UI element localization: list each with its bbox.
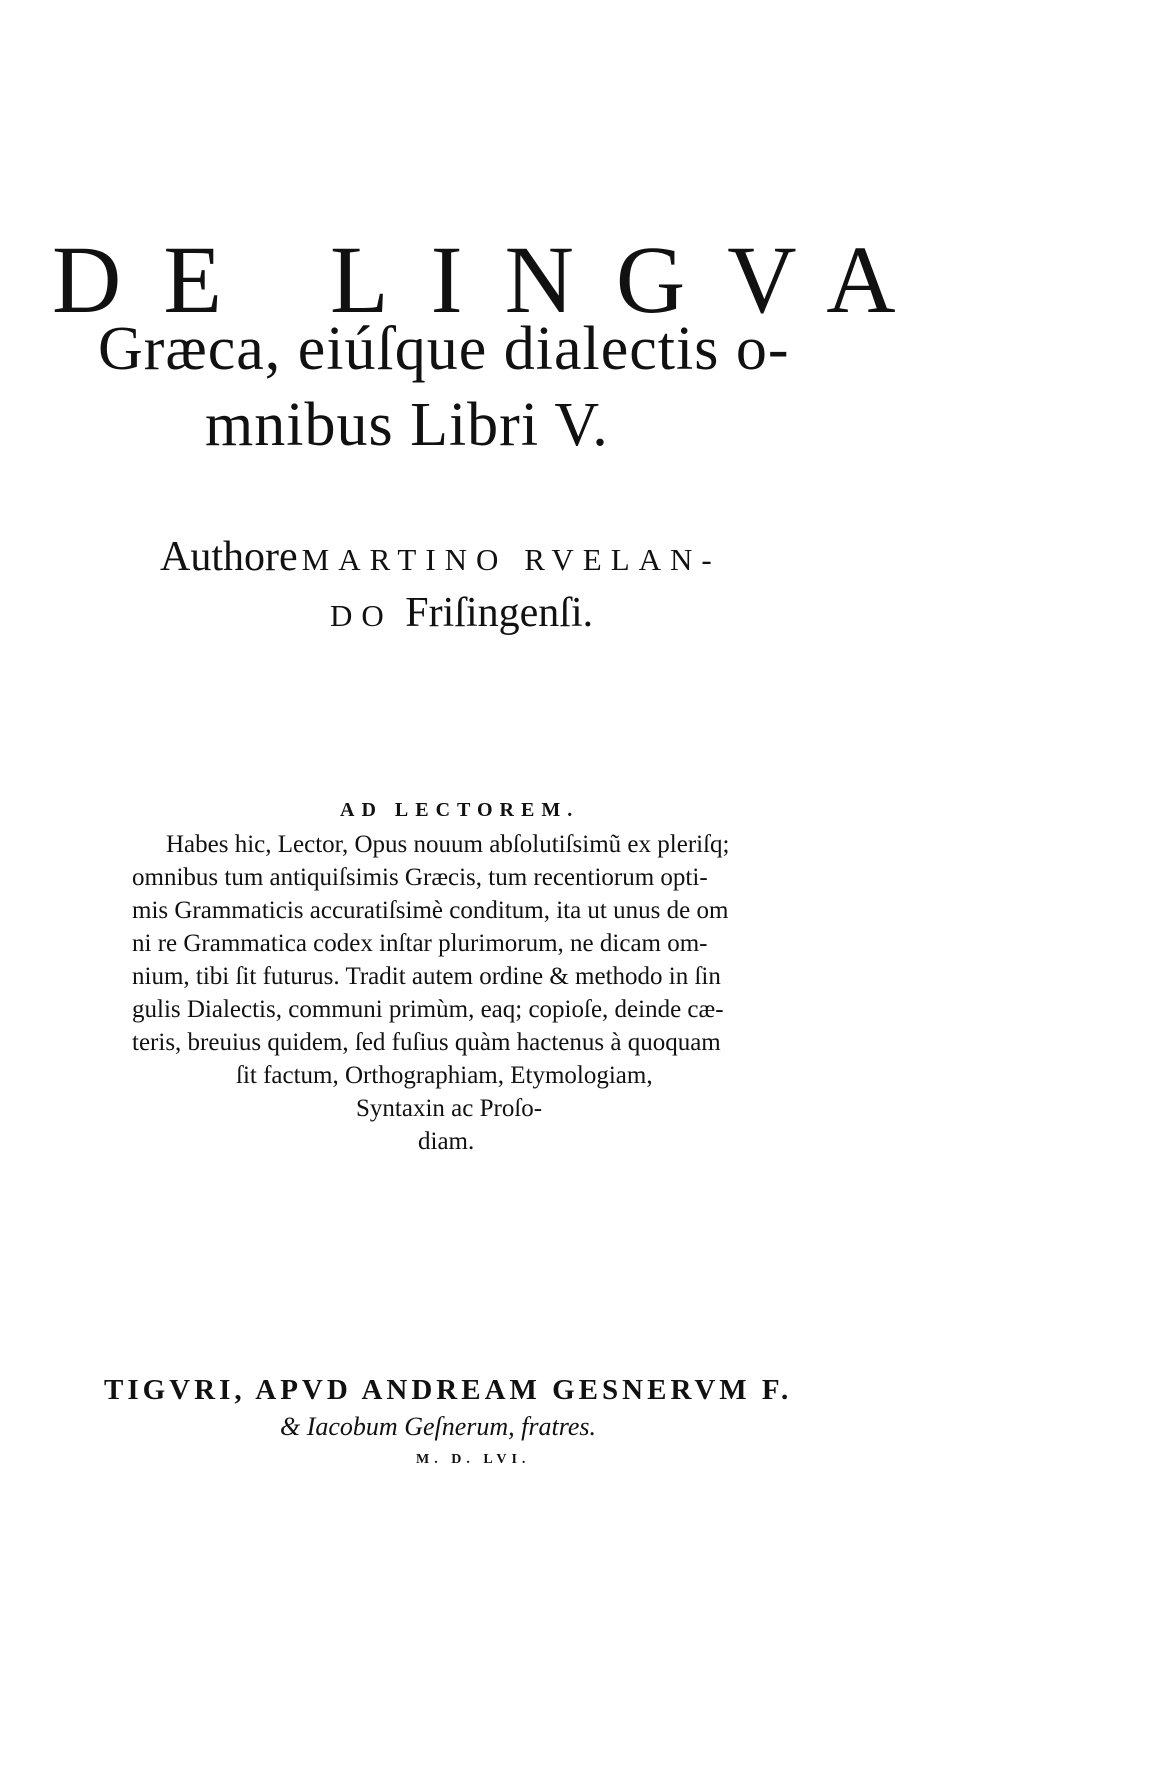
author-suffix: Friſingenſi. [405, 590, 594, 636]
title-line-1: DE LINGVA [52, 226, 938, 333]
imprint-line-2: & Iacobum Geſnerum, fratres. [280, 1412, 597, 1441]
author-line-1 [160, 536, 721, 578]
address-line: nium, tibi ſit futurus. Tradit autem ordine & methodo in ſin [132, 963, 721, 990]
title-line-3: mnibus Libri V. [205, 391, 609, 459]
address-line: teris, breuius quidem, ſed fuſius quàm hactenus à quoquam [132, 1029, 721, 1056]
imprint-date: M. D. LVI. [416, 1452, 531, 1467]
imprint-line-1: TIGVRI, APVD ANDREAM GESNERVM F. [104, 1374, 793, 1406]
author-name-part-2: DO [330, 598, 393, 633]
address-body [128, 828, 818, 1158]
address-line: Habes hic, Lector, Opus nouum abſolutiſsimũ ex pleriſq; [166, 831, 730, 858]
address-line: Syntaxin ac Proſo- [356, 1095, 543, 1122]
address-line: omnibus tum antiquiſsimis Græcis, tum recentiorum opti- [132, 864, 708, 891]
address-line: ni re Grammatica codex inſtar plurimorum, ne dicam om- [132, 930, 708, 957]
address-line: mis Grammaticis accuratiſsimè conditum, ita ut unus de om [132, 897, 729, 924]
address-heading: AD LECTOREM. [340, 799, 580, 821]
title-line-2: Græca, eiúſque dialectis o- [98, 315, 790, 383]
author-prefix: Authore [160, 534, 298, 580]
address-line: diam. [418, 1128, 475, 1155]
address-line: ſit factum, Orthographiam, Etymologiam, [236, 1062, 653, 1089]
author-name-part-1: MARTINO RVELAN- [301, 542, 721, 577]
author-line-2 [330, 592, 593, 634]
address-line: gulis Dialectis, communi primùm, eaq; copioſe, deinde cæ- [132, 996, 724, 1023]
